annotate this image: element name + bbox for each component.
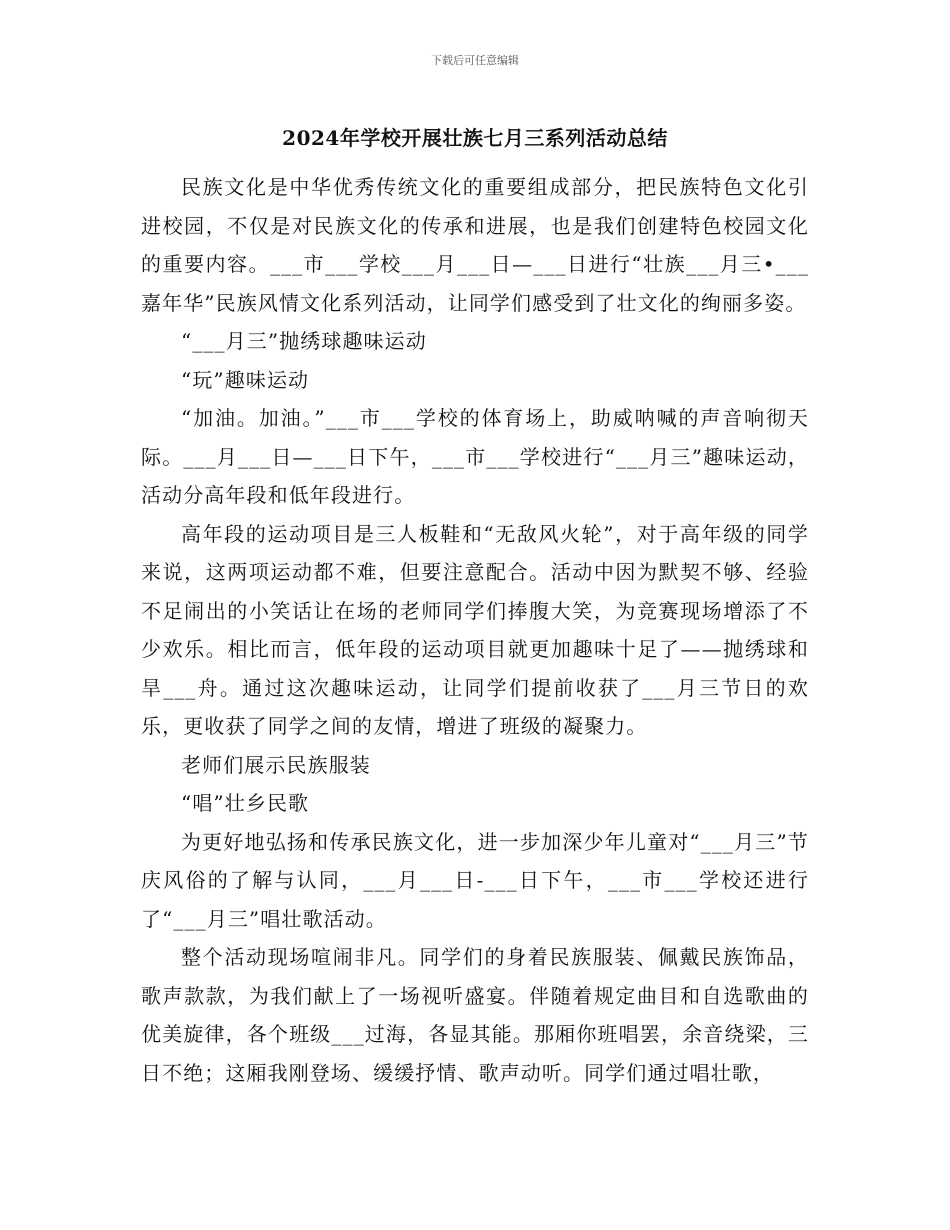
page-header-note: 下载后可任意编辑 [431, 54, 519, 67]
paragraph-singing-intro: 为更好地弘扬和传承民族文化，进一步加深少年儿童对“___月三”节庆风俗的了解与认同，___月___日-___日下午，___市___学校还进行了“___月三”唱壮歌活动。 [141, 829, 809, 931]
section-heading-play: “玩”趣味运动 [181, 367, 310, 392]
section-heading-sing: “唱”壮乡民歌 [181, 791, 310, 815]
paragraph-sports-day: “加油。加油。”___市___学校的体育场上，助威呐喊的声音响彻天际。___月___日—___日下午，___市___学校进行“___月三”趣味运动，活动分高年段和低年段进行。 [141, 406, 809, 507]
paragraph-singing-scene: 整个活动现场喧闹非凡。同学们的身着民族服装、佩戴民族饰品，歌声款款，为我们献上了一场视听盛宴。伴随着规定曲目和自选歌曲的优美旋律，各个班级___过海，各显其能。那厢你班唱罢，余音绕梁，三日不绝；这厢我刚登场、缓缓抒情、歌声动听。同学们通过唱壮歌， [141, 945, 809, 1085]
section-heading-throw-ball: “___月三”抛绣球趣味运动 [181, 329, 427, 353]
document-title: 2024年学校开展壮族七月三系列活动总结 [282, 126, 668, 150]
paragraph-intro: 民族文化是中华优秀传统文化的重要组成部分，把民族特色文化引进校园，不仅是对民族文化的传承和进展，也是我们创建特色校园文化的重要内容。___市___学校___月___日—___日进行“壮族___月三•___嘉年华”民族风情文化系列活动，让同学们感受到了壮文化的绚丽多姿。 [141, 175, 809, 315]
document-body [141, 168, 809, 1092]
section-heading-costume: 老师们展示民族服装 [181, 752, 371, 777]
paragraph-sports-events: 高年段的运动项目是三人板鞋和“无敌风火轮”，对于高年级的同学来说，这两项运动都不难，但要注意配合。活动中因为默契不够、经验不足闹出的小笑话让在场的老师同学们捧腹大笑，为竞赛现场增添了不少欢乐。相比而言，低年段的运动项目就更加趣味十足了——抛绣球和旱___舟。通过这次趣味运动，让同学们提前收获了___月三节日的欢乐，更收获了同学之间的友情，增进了班级的凝聚力。 [141, 521, 809, 738]
